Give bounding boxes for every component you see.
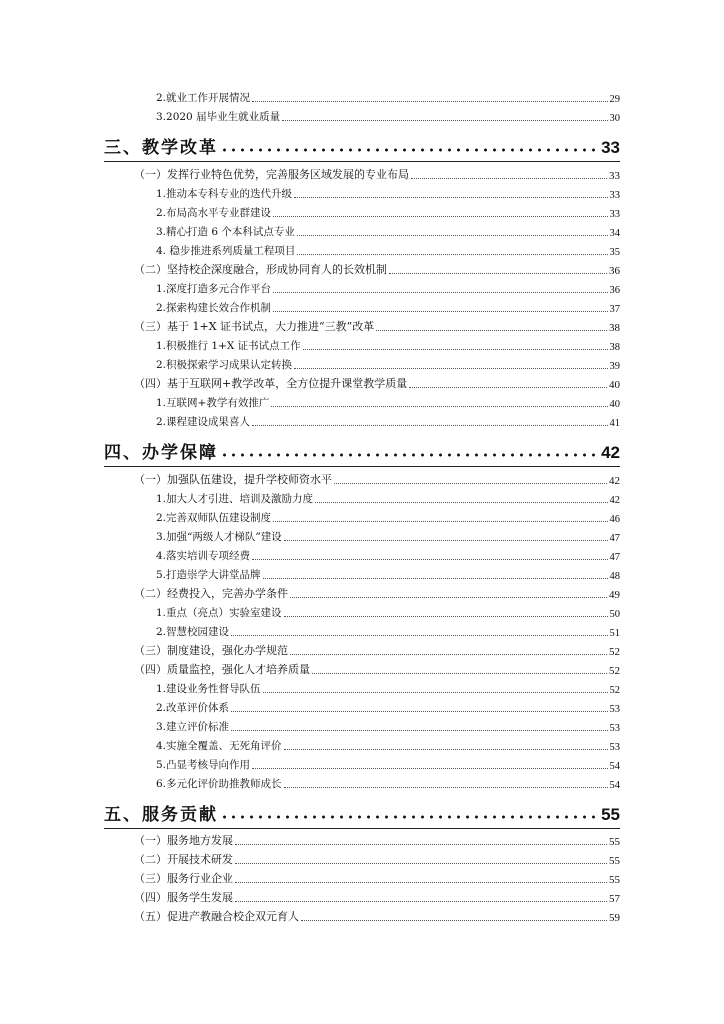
toc-entry-title: 2.完善双师队伍建设制度 [156,512,272,524]
toc-page-number: 48 [609,571,620,582]
dot-leader [376,329,607,331]
toc-entry-title: （二）坚持校企深度融合，形成协同育人的长效机制 [134,263,387,276]
toc-entry-title: 3.2020 届毕业生就业质量 [156,111,281,123]
toc-entry-title: 3.加强“两级人才梯队”建设 [156,531,282,543]
toc-subsection [156,737,620,753]
toc-page-number: 47 [609,552,620,563]
toc-entry-title: （一）服务地方发展 [134,834,233,847]
toc-page-number: 46 [609,514,620,525]
toc-section [134,375,620,391]
toc-entry-title: 1.重点（亮点）实验室建设 [156,607,282,619]
toc-entry-title: 2.智慧校园建设 [156,626,230,638]
toc-page-number: 40 [609,399,620,410]
toc-subsection [156,413,620,429]
toc-page-number: 55 [609,836,620,848]
toc-entry-title: 2.布局高水平专业群建设 [156,207,272,219]
toc-section [134,642,620,658]
toc-entry-title: （一）发挥行业特色优势，完善服务区域发展的专业布局 [134,168,409,181]
toc-section [134,585,620,601]
toc-subsection [156,89,620,105]
dot-leader [273,291,607,293]
dot-leader [301,919,607,921]
toc-entry-title: 1.建设业务性督导队伍 [156,683,261,695]
toc-page-number: 53 [609,704,620,715]
toc-entry-title: 2.课程建设成果喜人 [156,416,251,428]
toc-subsection [156,718,620,734]
chapter-divider [104,466,620,467]
chapter-divider [104,828,620,829]
toc-page-number: 49 [609,589,620,601]
toc-page-number: 47 [609,533,620,544]
toc-subsection [156,699,620,715]
dot-leader [284,786,608,788]
toc-subsection [156,299,620,315]
toc-entry-title: 2.改革评价体系 [156,702,230,714]
toc-section [134,661,620,677]
toc-entry-title: 4.实施全覆盖、无死角评价 [156,740,282,752]
dot-leader [271,405,607,407]
toc-subsection [156,604,620,620]
dot-leader [282,119,607,121]
chapter-divider [104,161,620,162]
toc-subsection [156,756,620,772]
dot-leader [294,196,607,198]
toc-entry-title: （三）基于 1+X 证书试点，大力推进“三教”改革 [134,320,375,333]
toc-entry-title: 2.探索构建长效合作机制 [156,302,272,314]
toc-entry-title: （四）服务学生发展 [134,891,233,904]
toc-page-number: 36 [609,285,620,296]
dot-leader [273,215,607,217]
dot-leader [235,881,607,883]
toc-subsection [156,490,620,506]
dot-leader [290,653,607,655]
toc-section [134,851,620,867]
dot-leader [315,501,607,503]
toc-section [134,870,620,886]
dot-leader [312,672,607,674]
dot-leader [220,814,599,820]
dot-leader [220,452,599,458]
dot-leader [294,367,607,369]
dot-leader [220,147,599,153]
toc-page-number: 30 [609,113,620,124]
toc-page-number: 42 [601,443,620,462]
toc-entry-title: 6.多元化评价助推教师成长 [156,778,282,790]
toc-entry-title: 四、办学保障 [104,443,218,463]
toc-entry-title: （四）质量监控，强化人才培养质量 [134,663,310,676]
toc-entry-title: 3.精心打造 6 个本科试点专业 [156,226,295,238]
dot-leader [231,729,607,731]
toc-page-number: 33 [609,170,620,182]
toc-entry-title: 4. 稳步推进系列质量工程项目 [156,245,296,257]
dot-leader [297,234,608,236]
toc-subsection [156,108,620,124]
dot-leader [235,843,607,845]
dot-leader [389,272,607,274]
toc-page-number: 38 [609,342,620,353]
toc-entry-title: 2.就业工作开展情况 [156,92,251,104]
dot-leader [411,177,607,179]
toc-page-number: 55 [609,874,620,886]
toc-page-number: 55 [609,855,620,867]
dot-leader [235,900,607,902]
toc-section [134,889,620,905]
toc-page-number: 36 [609,265,620,277]
toc-subsection [156,337,620,353]
toc-entry-title: （三）服务行业企业 [134,872,233,885]
dot-leader [252,424,607,426]
toc-entry-title: 1.深度打造多元合作平台 [156,283,272,295]
toc-subsection [156,394,620,410]
toc-page-number: 41 [609,418,620,429]
toc-page-number: 52 [609,685,620,696]
dot-leader [303,348,608,350]
toc-subsection [156,623,620,639]
toc-subsection [156,509,620,525]
toc-page-number: 53 [609,742,620,753]
toc-page-number: 52 [609,665,620,677]
toc-entry-title: 1.加大人才引进、培训及激励力度 [156,493,314,505]
toc-page-number: 35 [609,247,620,258]
toc-section [134,318,620,334]
dot-leader [334,482,607,484]
toc-subsection [156,204,620,220]
dot-leader [231,634,607,636]
toc-subsection [156,356,620,372]
toc-page-number: 38 [609,322,620,334]
toc-subsection [156,223,620,239]
dot-leader [284,615,608,617]
toc-subsection [156,566,620,582]
toc-page-number: 54 [609,761,620,772]
toc-chapter [104,801,620,825]
dot-leader [284,748,608,750]
dot-leader [235,862,607,864]
toc-entry-title: 五、服务贡献 [104,805,218,825]
toc-entry-title: 三、教学改革 [104,138,218,158]
dot-leader [263,577,608,579]
toc-page-number: 37 [609,304,620,315]
toc-entry-title: （二）开展技术研发 [134,853,233,866]
toc-entry-title: 4.落实培训专项经费 [156,550,251,562]
toc-entry-title: 3.建立评价标准 [156,721,230,733]
toc-section [134,166,620,182]
toc-subsection [156,280,620,296]
toc-subsection [156,680,620,696]
toc-page-number: 40 [609,379,620,391]
dot-leader [273,520,607,522]
toc-page-number: 33 [609,209,620,220]
toc-page-number: 29 [609,94,620,105]
toc-entry-title: （四）基于互联网+教学改革，全方位提升课堂教学质量 [134,377,408,390]
dot-leader [290,596,607,598]
toc-section [134,261,620,277]
toc-entry-title: 5.打造崇学大讲堂品牌 [156,569,261,581]
toc-page-number: 52 [609,646,620,658]
toc-page-number: 53 [609,723,620,734]
toc-page-number: 57 [609,893,620,905]
toc-section [134,471,620,487]
toc-page-number: 42 [609,495,620,506]
toc-subsection [156,242,620,258]
dot-leader [297,253,607,255]
dot-leader [284,539,608,541]
toc-chapter [104,134,620,158]
toc-entry-title: 5.凸显考核导向作用 [156,759,251,771]
toc-subsection [156,775,620,791]
toc-page-number: 55 [601,805,620,824]
toc-section [134,832,620,848]
toc-entry-title: 2.积极探索学习成果认定转换 [156,359,293,371]
toc-entry-title: （一）加强队伍建设，提升学校师资水平 [134,473,332,486]
dot-leader [252,100,607,102]
toc-chapter [104,439,620,463]
toc-entry-title: （二）经费投入，完善办学条件 [134,587,288,600]
toc-page-number: 59 [609,912,620,924]
toc-entry-title: 1.积极推行 1+X 证书试点工作 [156,340,301,352]
toc-subsection [156,528,620,544]
dot-leader [252,558,607,560]
toc-page-number: 42 [609,475,620,487]
dot-leader [273,310,607,312]
dot-leader [231,710,607,712]
toc-page-number: 54 [609,780,620,791]
toc-section [134,908,620,924]
toc-page-number: 33 [609,190,620,201]
dot-leader [263,691,608,693]
toc-entry-title: （五）促进产教融合校企双元育人 [134,910,299,923]
dot-leader [409,386,607,388]
toc-subsection [156,185,620,201]
toc-page-number: 51 [609,628,620,639]
toc-entry-title: （三）制度建设，强化办学规范 [134,644,288,657]
toc-page-number: 50 [609,609,620,620]
dot-leader [252,767,607,769]
toc-entry-title: 1.互联网+教学有效推广 [156,397,270,409]
toc-page-number: 33 [601,138,620,157]
toc-page-number: 39 [609,361,620,372]
toc-page-number: 34 [609,228,620,239]
toc-entry-title: 1.推动本专科专业的迭代升级 [156,188,293,200]
toc-subsection [156,547,620,563]
